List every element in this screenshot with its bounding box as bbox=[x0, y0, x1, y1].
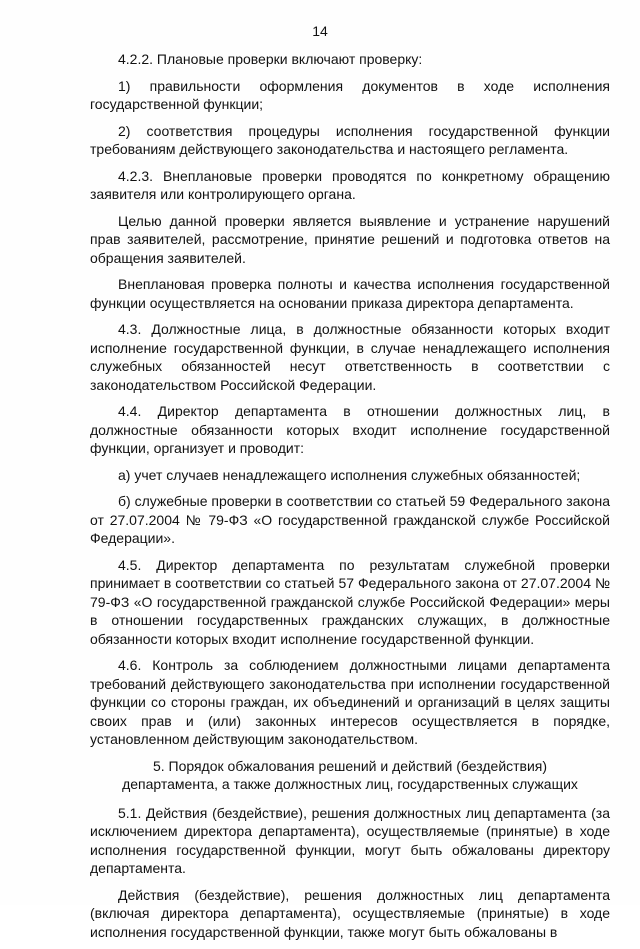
paragraph-purpose: Целью данной проверки является выявление и устранение нарушений прав заявителей, рассмотрение, принятие решений и подготовка ответов на обращения заявителей. bbox=[90, 212, 610, 266]
paragraph-item-a: а) учет случаев ненадлежащего исполнения служебных обязанностей; bbox=[118, 466, 581, 483]
paragraph-4-2-3: 4.2.3. Внеплановые проверки проводятся по конкретному обращению заявителя или контролирующего органа. bbox=[90, 167, 610, 202]
paragraph-item-b: б) служебные проверки в соответствии со статьей 59 Федерального закона от 27.07.2004 № 79-ФЗ «О государственной гражданской службе Российской Федерации». bbox=[90, 493, 610, 546]
document-body bbox=[90, 50, 610, 949]
paragraph-5-1: 5.1. Действия (бездействие), решения должностных лиц департамента (за исключением директора департамента), осуществляемые (принятые) в ходе исполнения государственной функции, могут быть обжалованы директору департамента. bbox=[90, 804, 610, 876]
paragraph-appeal: Действия (бездействие), решения должностных лиц департамента (включая директора департамента), осуществляемые (принятые) в ходе исполнения государственной функции, также могут быть обжалованы в bbox=[90, 886, 610, 940]
section-5-heading bbox=[90, 757, 610, 794]
paragraph-4-6: 4.6. Контроль за соблюдением должностными лицами департамента требований действующего законодательства при исполнении государственной функции со стороны граждан, их объединений и организаций в целях защиты своих прав и (или) законных интересов осуществляется в порядке, установленном действующим законодательством. bbox=[90, 657, 610, 747]
page-number: 14 bbox=[312, 23, 328, 39]
paragraph-4-5: 4.5. Директор департамента по результатам служебной проверки принимает в соответствии со статьей 57 Федерального закона от 27.07.2004 № 79-ФЗ «О государственной гражданской службе Российской Федерации» меры в отношении государственных гражданских служащих, в должностные обязанности которых входит исполнение государственной функции. bbox=[90, 556, 610, 647]
paragraph-4-3: 4.3. Должностные лица, в должностные обязанности которых входит исполнение государственной функции, в случае ненадлежащего исполнения служебных обязанностей несут ответственность в соответствии с законодательством Российской Федерации. bbox=[90, 321, 610, 393]
section-heading-line-1: 5. Порядок обжалования решений и действий (бездействия) bbox=[152, 757, 548, 774]
paragraph-item-2: 2) соответствия процедуры исполнения государственной функции требованиям действующего законодательства и настоящего регламента. bbox=[90, 122, 610, 157]
paragraph-item-1: 1) правильности оформления документов в ходе исполнения государственной функции; bbox=[90, 77, 610, 112]
section-heading-line-2: департамента, а также должностных лиц, государственных служащих bbox=[122, 776, 578, 792]
paragraph-4-2-2: 4.2.2. Плановые проверки включают проверку: bbox=[118, 51, 423, 67]
paragraph-unscheduled-check: Внеплановая проверка полноты и качества исполнения государственной функции осуществляется на основании приказа директора департамента. bbox=[90, 276, 610, 311]
paragraph-4-4: 4.4. Директор департамента в отношении должностных лиц, в должностные обязанности которых входит исполнение государственной функции, организует и проводит: bbox=[90, 403, 610, 456]
